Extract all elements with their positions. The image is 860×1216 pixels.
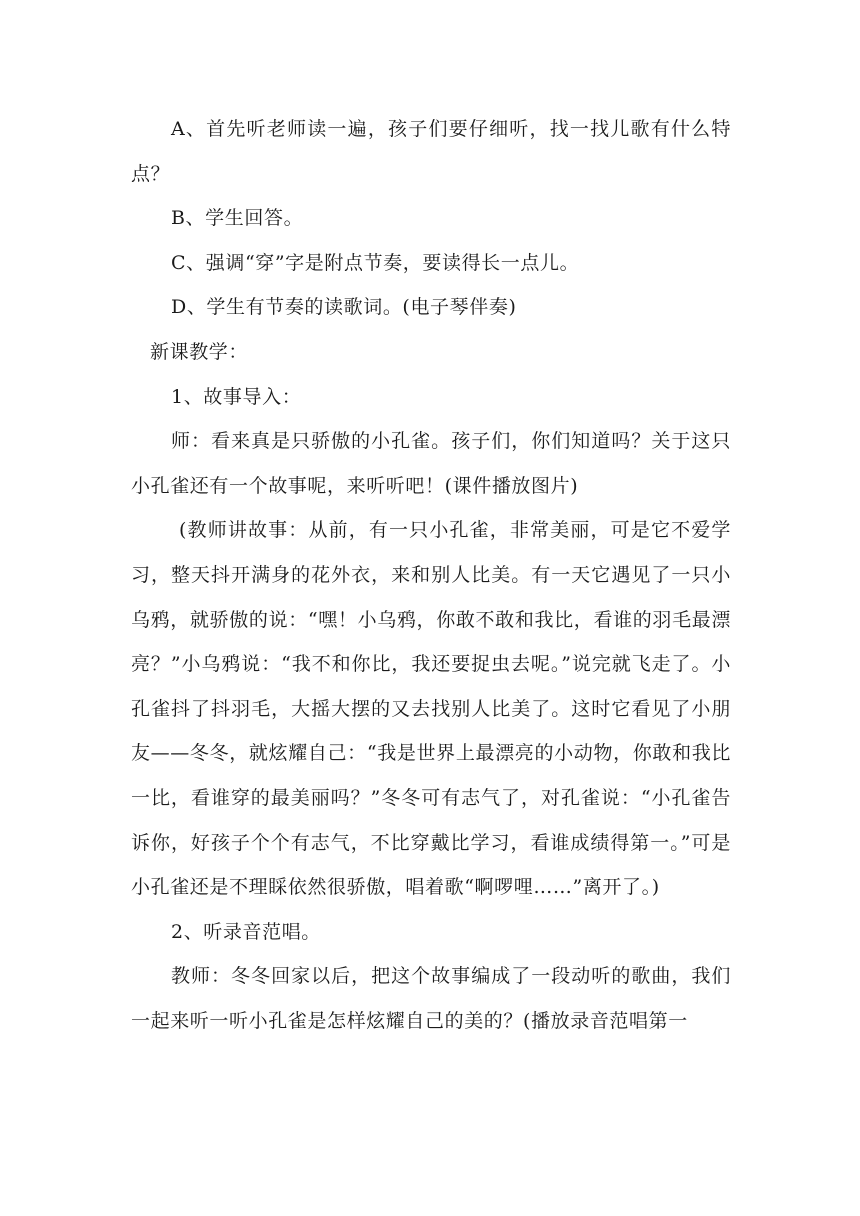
document-body bbox=[131, 107, 731, 1043]
paragraph-step-c: C、强调“穿”字是附点节奏，要读得长一点儿。 bbox=[171, 251, 580, 274]
paragraph-step-d: D、学生有节奏的读歌词。(电子琴伴奏) bbox=[171, 296, 517, 319]
section-heading-listen: 2、听录音范唱。 bbox=[171, 920, 321, 943]
paragraph-story: (教师讲故事：从前，有一只小孔雀，非常美丽，可是它不爱学习，整天抖开满身的花外衣，来和别人比美。有一天它遇见了一只小乌鸦，就骄傲的说：“嘿！小乌鸦，你敢不敢和我比，看谁的羽毛最漂亮？”小乌鸦说：“我不和你比，我还要捉虫去呢。”说完就飞走了。小孔雀抖了抖羽毛，大摇大摆的又去找别人比美了。这时它看见了小朋友——冬冬，就炫耀自己：“我是世界上最漂亮的小动物，你敢和我比一比，看谁穿的最美丽吗？”冬冬可有志气了，对孔雀说：“小孔雀告诉你，好孩子个个有志气，不比穿戴比学习，看谁成绩得第一。”可是小孔雀还是不理睬依然很骄傲，唱着歌“啊啰哩……”离开了。) bbox=[131, 519, 731, 899]
paragraph-teacher-intro: 师：看来真是只骄傲的小孔雀。孩子们，你们知道吗？关于这只小孔雀还有一个故事呢，来听听吧！(课件播放图片) bbox=[131, 430, 731, 497]
section-heading-new-lesson: 新课教学： bbox=[150, 340, 249, 363]
section-heading-story-intro: 1、故事导入： bbox=[171, 385, 302, 408]
paragraph-step-a: A、首先听老师读一遍，孩子们要仔细听，找一找儿歌有什么特点？ bbox=[131, 118, 731, 185]
paragraph-step-b: B、学生回答。 bbox=[171, 207, 304, 230]
paragraph-teacher-song: 教师：冬冬回家以后，把这个故事编成了一段动听的歌曲，我们一起来听一听小孔雀是怎样炫耀自己的美的？(播放录音范唱第一 bbox=[131, 965, 731, 1032]
